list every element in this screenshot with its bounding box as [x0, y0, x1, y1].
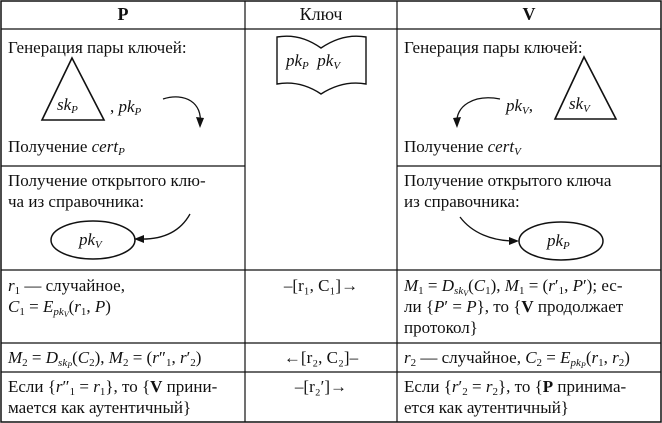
- message-r2-c2: ←[r₂, C₂]–: [283, 348, 359, 367]
- prover-cert-line: Получение cert$_P$: [8, 137, 125, 158]
- prover-step3-line1: Если $\{r''_1 = r_1\}$, то {V прини-: [8, 377, 218, 398]
- verifier-directory-key: $pk_P$: [547, 231, 570, 252]
- prover-keygen-label: Генерация пары ключей:: [8, 38, 187, 57]
- verifier-publish-arrowhead: [453, 117, 461, 128]
- verifier-secret-key: $sk_V$: [569, 94, 590, 115]
- header-key: Ключ: [299, 4, 343, 24]
- prover-step1-line1: $r_1$ — случайное,: [8, 276, 125, 297]
- verifier-step1-line1: $M_1 = D_{sk_V}(C_1)$, $M_1 = (r'_1$, P′); ес-: [404, 276, 623, 298]
- prover-directory-line1: Получение открытого клю-: [8, 171, 206, 190]
- prover-public-key: , $pk_P$: [110, 97, 142, 118]
- prover-step3-line2: мается как аутентичный}: [8, 398, 192, 417]
- verifier-fetch-arrowhead: [509, 237, 519, 245]
- verifier-step1-line3: протокол}: [404, 318, 478, 337]
- prover-secret-key: $sk_P$: [57, 95, 78, 116]
- prover-publish-arrowhead: [196, 117, 204, 128]
- verifier-publish-arrow: [457, 98, 500, 124]
- prover-step1-line2: $C_1 = E_{pk_V}(r_1$, P): [8, 297, 111, 319]
- message-r1-c1: –[r₁, C₁]→: [283, 276, 359, 295]
- prover-fetch-arrow: [138, 214, 190, 239]
- header-verifier: V: [522, 4, 536, 24]
- verifier-cert-line: Получение cert$_V$: [404, 137, 521, 158]
- header-prover: P: [117, 4, 129, 24]
- book-public-keys: $pk_P$ $pk_V$: [286, 51, 341, 72]
- verifier-directory-line2: из справочника:: [404, 192, 520, 211]
- prover-directory-line2: ча из справочника:: [8, 192, 145, 211]
- message-r2-prime: –[r₂′]→: [294, 377, 348, 396]
- verifier-directory-line1: Получение открытого ключа: [404, 171, 612, 190]
- verifier-fetch-arrow: [460, 217, 515, 241]
- prover-directory-key: $pk_V$: [79, 230, 102, 251]
- verifier-step3-line1: Если $\{r'_2 = r_2\}$, то {P принима-: [404, 377, 627, 398]
- verifier-step3-line2: ется как аутентичный}: [404, 398, 569, 417]
- verifier-step2-line: $r_2$ — случайное, $C_2 = E_{pk_P}(r_1$, $r_2$): [404, 348, 630, 370]
- verifier-step1-line2: ли {P′ = P}, то {V продолжает: [404, 297, 624, 316]
- prover-step2-line: $M_2 = D_{sk_P}(C_2)$, $M_2 = (r''_1$, $r'_2$): [8, 348, 202, 370]
- prover-publish-arrow: [163, 97, 200, 124]
- verifier-public-key: $pk_V$,: [506, 96, 534, 117]
- verifier-keygen-label: Генерация пары ключей:: [404, 38, 583, 57]
